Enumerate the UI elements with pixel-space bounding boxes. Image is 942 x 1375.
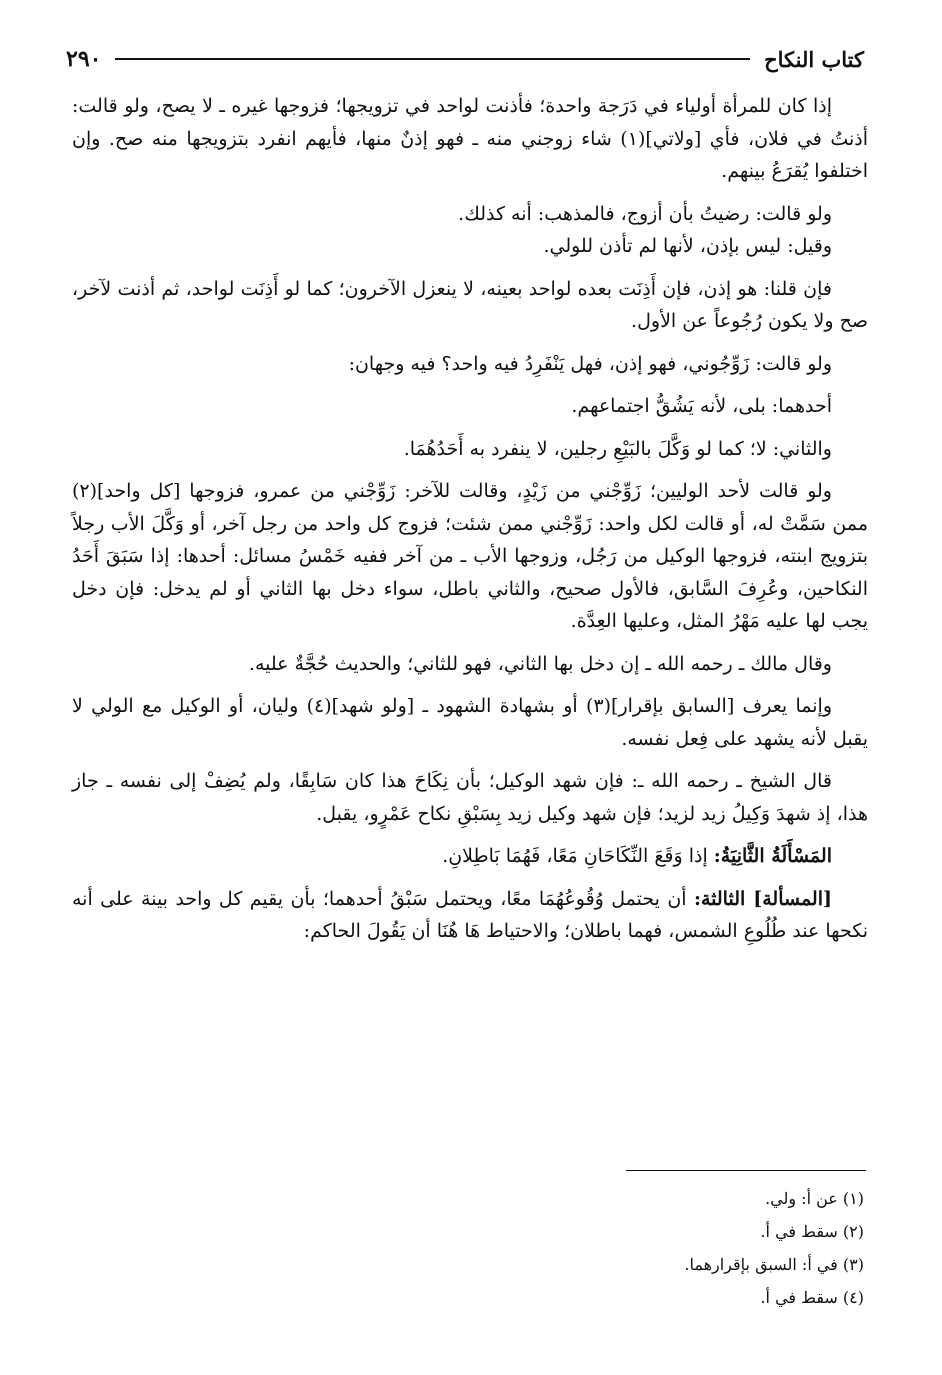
paragraph: أحدهما: بلى، لأنه يَشُقُّ اجتماعهم. — [571, 395, 832, 417]
paragraph: قال الشيخ ـ رحمه الله ـ: فإن شهد الوكيل؛ بأن نِكَاحَ هذا كان سَابِقًا، ولم يُضِفْ إلى نفسه ـ جاز هذا، إذ شهدَ وَكِيلُ زيد لزيد؛ فإن شهد وكيل زيد بِسَبْقِ نكاح عَمْرٍو، يقبل. — [72, 770, 868, 825]
third-case-heading: [المسألة] الثالثة: — [693, 887, 832, 910]
paragraph: ولو قالت لأحد الوليين؛ زَوِّجْني من زَيْدٍ، وقالت للآخر: زَوِّجْني من عمرو، فزوجها [كل واحد](٢) ممن سَمَّتْ له، أو قالت لكل واحد: زَوِّجْني ممن شئت؛ فزوج كل واحد من رجل آخر، أو وَكَّلَ الأب رجلاً بتزويج ابنته، فزوجها الوكيل من رَجُل، وزوجها الأب ـ من آخر ففيه خَمْسُ مسائل: أحدها: إذا سَبَقَ أَحَدُ النكاحين، وعُرِفَ السَّابق، فالأول صحيح، والثاني باطل، سواء دخل بها الثاني أو لم يدخل: فإن دخل يجب لها عليه مَهْرُ المثل، وعليها العِدَّة. — [72, 480, 868, 632]
main-text — [72, 90, 868, 948]
page-header — [66, 42, 864, 76]
paragraph: وإنما يعرف [السابق بإقرار](٣) أو بشهادة الشهود ـ [ولو شهد](٤) وليان، أو الوكيل مع الولي لا يقبل لأنه يشهد على فِعل نفسه. — [72, 695, 868, 750]
footnote: (٢) سقط في أ. — [760, 1222, 864, 1241]
paragraph: إذا كان للمرأة أولياء في دَرَجة واحدة؛ فأذنت لواحد في تزويجها؛ فزوجها غيره ـ لا يصح، ولو قالت: أذنتُ في فلان، فأي [ولاتي](١) شاء زوجني منه ـ فهو إذنٌ منها، فأيهم انفرد بتزويجها منه صح. وإن اختلفوا يُقرَعُ بينهم. — [72, 95, 869, 182]
paragraph: فإن قلنا: هو إذن، فإن أَذِنَت بعده لواحد بعينه، لا ينعزل الآخرون؛ كما لو أَذِنَت لواحد، ثم أذنت لآخر، صح ولا يكون رُجُوعاً عن الأول. — [72, 277, 868, 332]
section-heading: المَسْأَلَةُ الثَّانِيَةُ: — [713, 845, 832, 867]
section-heading-text: إذا وَقَعَ النِّكَاحَانِ مَعًا، فَهُمَا بَاطِلانِ. — [442, 845, 714, 867]
third-case-text: أن يحتمل وُقُوعُهُمَا معًا، ويحتمل سَبْقُ أحدهما؛ بأن يقيم كل واحد بينة على أنه نكحها عند طُلُوعِ الشمس، فهما باطلان؛ والاحتياط هَا هُنَا أن يَقُولَ الحاكم: — [72, 887, 868, 942]
header-rule — [115, 58, 750, 60]
footnotes — [84, 1182, 864, 1314]
footnote: (٣) في أ: السبق بإقرارهما. — [684, 1255, 864, 1274]
footnote-rule — [626, 1170, 866, 1171]
paragraph: ولو قالت: رضيتُ بأن أزوج، فالمذهب: أنه كذلك. — [458, 202, 832, 225]
paragraph: وقال مالك ـ رحمه الله ـ إن دخل بها الثاني، فهو للثاني؛ والحديث حُجَّةٌ عليه. — [248, 652, 832, 675]
book-title: كتاب النكاح — [764, 46, 864, 72]
third-case-paragraph — [72, 883, 868, 948]
paragraph: ولو قالت: زَوِّجُوني، فهو إذن، فهل يَنْفَرِدُ فيه واحد؟ فيه وجهان: — [348, 352, 832, 375]
paragraph: وقيل: ليس بإذن، لأنها لم تأذن للولي. — [543, 235, 832, 257]
footnote: (١) عن أ: ولي. — [765, 1189, 864, 1208]
paragraph: والثاني: لا؛ كما لو وَكَّلَ بالبَيْعِ رجلين، لا ينفرد به أَحَدُهُمَا. — [403, 437, 832, 460]
footnote: (٤) سقط في أ. — [760, 1288, 864, 1307]
section-heading-paragraph — [72, 840, 868, 873]
page-number: ٢٩٠ — [66, 46, 102, 72]
